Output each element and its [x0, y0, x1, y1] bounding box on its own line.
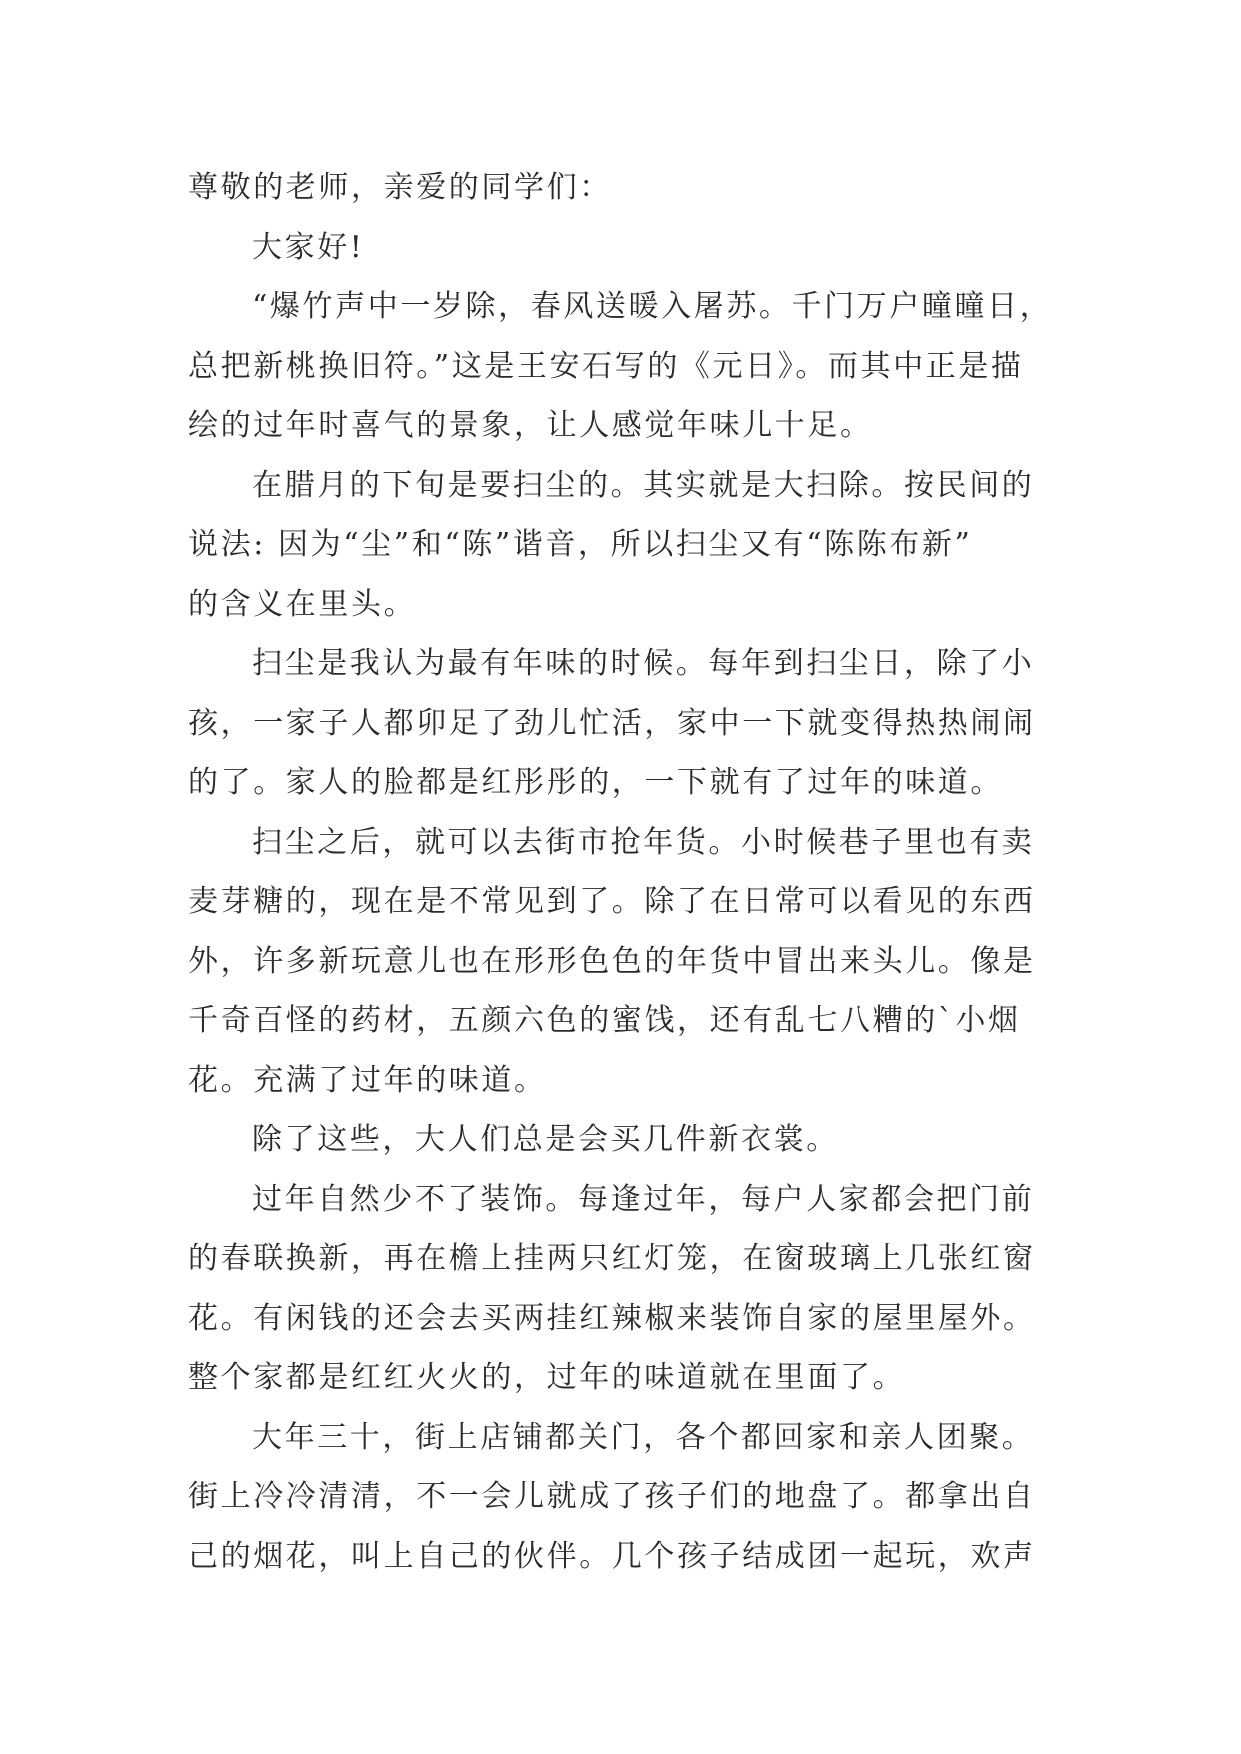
salutation-line: 尊敬的老师，亲爱的同学们：: [188, 170, 612, 205]
paragraph-line: 的春联换新，再在檐上挂两只红灯笼，在窗玻璃上几张红窗: [188, 1241, 1036, 1276]
paragraph-line: 除了这些，大人们总是会买几件新衣裳。: [252, 1122, 839, 1157]
paragraph-line: 扫尘之后，就可以去街市抢年货。小时候巷子里也有卖: [252, 824, 1035, 860]
paragraph-line: 整个家都是红红火火的，过年的味道就在里面了。: [188, 1360, 906, 1395]
paragraph-line: 千奇百怪的药材，五颜六色的蜜饯，还有乱七八糟的`小烟: [188, 1003, 1021, 1038]
paragraph-line: 在腊月的下旬是要扫尘的。其实就是大扫除。按民间的: [252, 467, 1035, 503]
paragraph-line: 外，许多新玩意儿也在形形色色的年货中冒出来头儿。像是: [188, 943, 1036, 979]
paragraph-line: 的了。家人的脸都是红彤彤的，一下就有了过年的味道。: [188, 765, 1003, 800]
document-body: [188, 158, 1068, 1586]
paragraph-line: 街上冷冷清清，不一会儿就成了孩子们的地盘了。都拿出自: [188, 1479, 1036, 1514]
paragraph-line: 说法: 因为“尘”和“陈”谐音，所以扫尘又有“陈陈布新”: [188, 527, 973, 562]
paragraph-line: 大年三十，街上店铺都关门，各个都回家和亲人团聚。: [252, 1419, 1035, 1455]
greeting-line: 大家好!: [252, 229, 365, 265]
paragraph-line: 绘的过年时喜气的景象，让人感觉年味儿十足。: [188, 408, 873, 443]
paragraph-line: 花。有闲钱的还会去买两挂红辣椒来装饰自家的屋里屋外。: [188, 1300, 1036, 1336]
paragraph-line: 麦芽糖的，现在是不常见到了。除了在日常可以看见的东西: [188, 884, 1036, 919]
paragraph-line: “爆竹声中一岁除，春风送暖入屠苏。千门万户曈曈日，: [252, 289, 1053, 324]
paragraph-line: 孩，一家子人都卯足了劲儿忙活，家中一下就变得热热闹闹: [188, 705, 1036, 741]
paragraph-line: 过年自然少不了装饰。每逢过年，每户人家都会把门前: [252, 1181, 1035, 1217]
paragraph-line: 扫尘是我认为最有年味的时候。每年到扫尘日，除了小: [252, 646, 1035, 681]
paragraph-line: 己的烟花，叫上自己的伙伴。几个孩子结成团一起玩，欢声: [188, 1538, 1036, 1574]
paragraph-line: 花。充满了过年的味道。: [188, 1062, 547, 1098]
paragraph-line: 的含义在里头。: [188, 586, 417, 622]
paragraph-line: 总把新桃换旧符。”这是王安石写的《元日》。而其中正是描: [188, 348, 1024, 384]
